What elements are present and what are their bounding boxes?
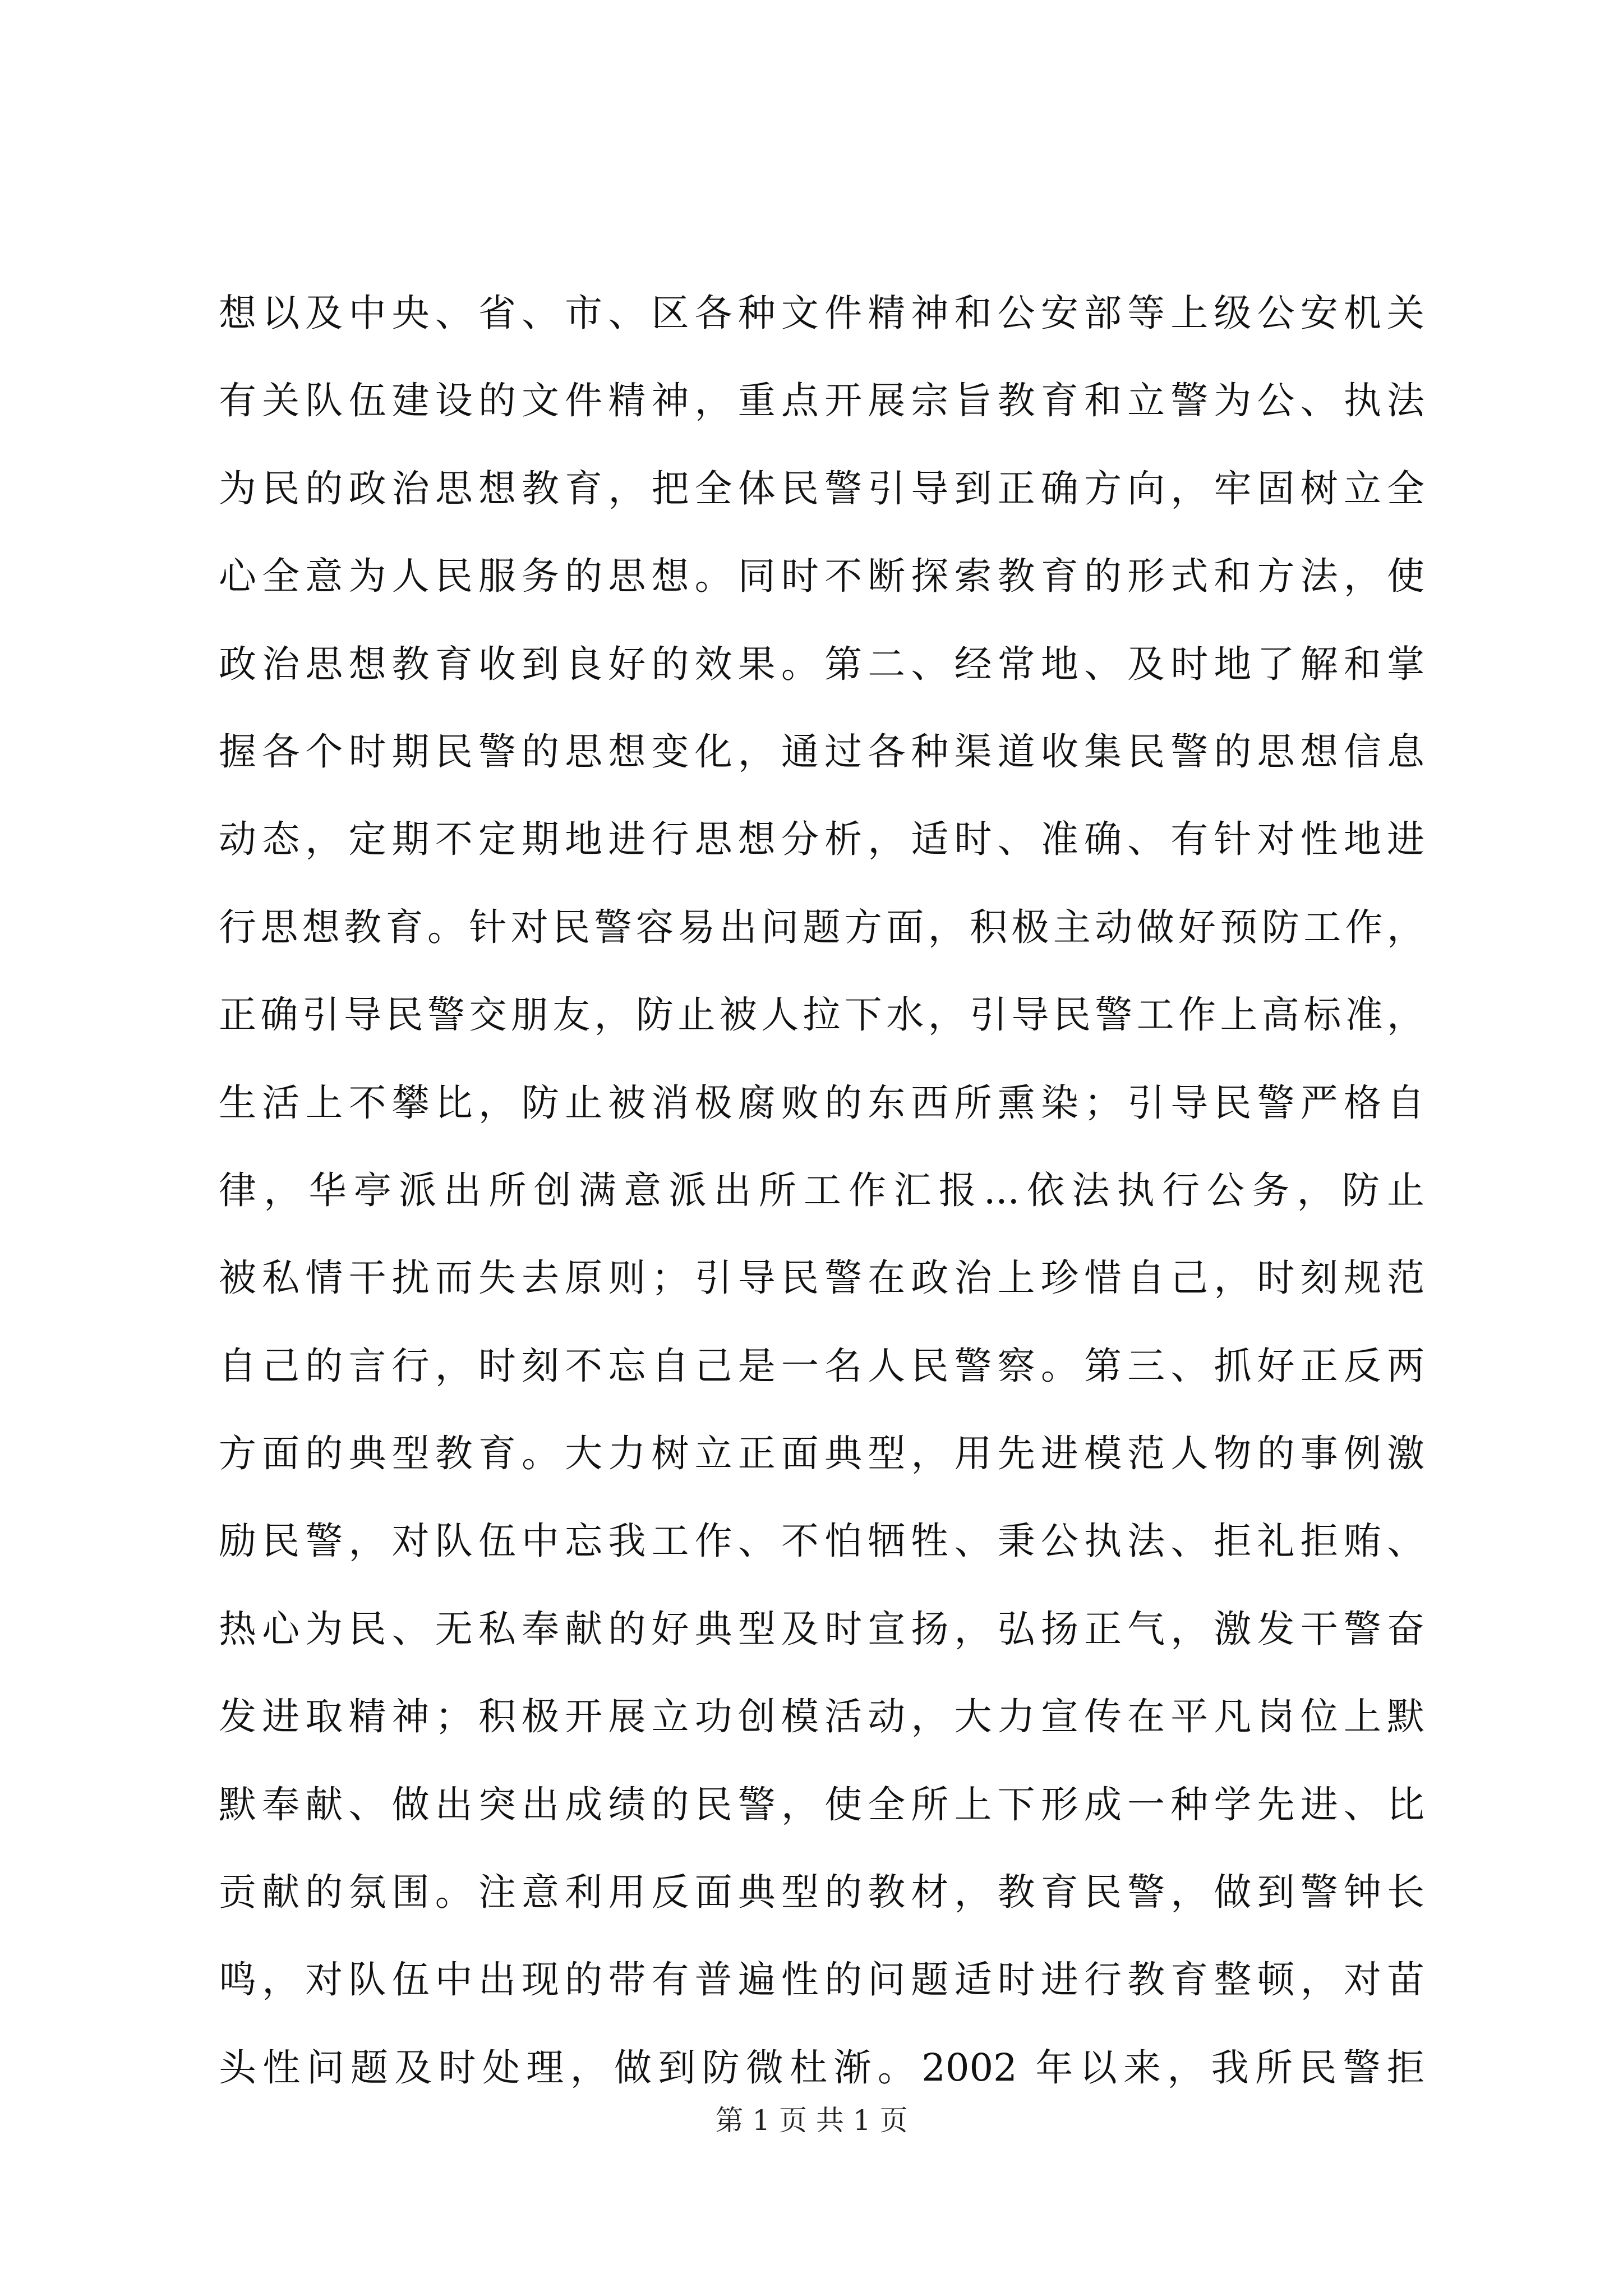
- text-line: 生活上不攀比，防止被消极腐败的东西所熏染；引导民警严格自: [219, 1080, 1424, 1125]
- text-line: 自己的言行，时刻不忘自己是一名人民警察。第三、抓好正反两: [219, 1343, 1424, 1388]
- text-line: 律，华亭派出所创满意派出所工作汇报...依法执行公务，防止: [219, 1168, 1424, 1212]
- text-line: 被私情干扰而失去原则；引导民警在政治上珍惜自己，时刻规范: [219, 1256, 1424, 1300]
- text-line: 想以及中央、省、市、区各种文件精神和公安部等上级公安机关: [219, 291, 1424, 335]
- text-line: 方面的典型教育。大力树立正面典型，用先进模范人物的事例激: [219, 1432, 1424, 1476]
- text-line: 励民警，对队伍中忘我工作、不怕牺牲、秉公执法、拒礼拒贿、: [219, 1519, 1424, 1563]
- text-line: 贡献的氛围。注意利用反面典型的教材，教育民警，做到警钟长: [219, 1870, 1424, 1915]
- text-line: 握各个时期民警的思想变化，通过各种渠道收集民警的思想信息: [219, 729, 1424, 774]
- text-line: 动态，定期不定期地进行思想分析，适时、准确、有针对性地进: [219, 817, 1424, 862]
- text-line: 热心为民、无私奉献的好典型及时宣扬，弘扬正气，激发干警奋: [219, 1607, 1424, 1651]
- text-line: 正确引导民警交朋友，防止被人拉下水，引导民警工作上高标准，: [219, 993, 1424, 1037]
- text-line: 鸣，对队伍中出现的带有普遍性的问题适时进行教育整顿，对苗: [219, 1958, 1424, 2002]
- body-paragraph: [219, 269, 1424, 2111]
- text-line: 发进取精神；积极开展立功创模活动，大力宣传在平凡岗位上默: [219, 1695, 1424, 1739]
- text-line: 为民的政治思想教育，把全体民警引导到正确方向，牢固树立全: [219, 466, 1424, 510]
- text-line: 有关队伍建设的文件精神，重点开展宗旨教育和立警为公、执法: [219, 379, 1424, 423]
- text-line: 头性问题及时处理，做到防微杜渐。2002 年以来，我所民警拒: [219, 2045, 1424, 2090]
- text-line: 默奉献、做出突出成绩的民警，使全所上下形成一种学先进、比: [219, 1782, 1424, 1826]
- text-line: 政治思想教育收到良好的效果。第二、经常地、及时地了解和掌: [219, 642, 1424, 686]
- text-line: 心全意为人民服务的思想。同时不断探索教育的形式和方法，使: [219, 554, 1424, 599]
- text-line: 行思想教育。针对民警容易出问题方面，积极主动做好预防工作，: [219, 905, 1424, 949]
- page-footer: 第 1 页 共 1 页: [715, 2104, 908, 2137]
